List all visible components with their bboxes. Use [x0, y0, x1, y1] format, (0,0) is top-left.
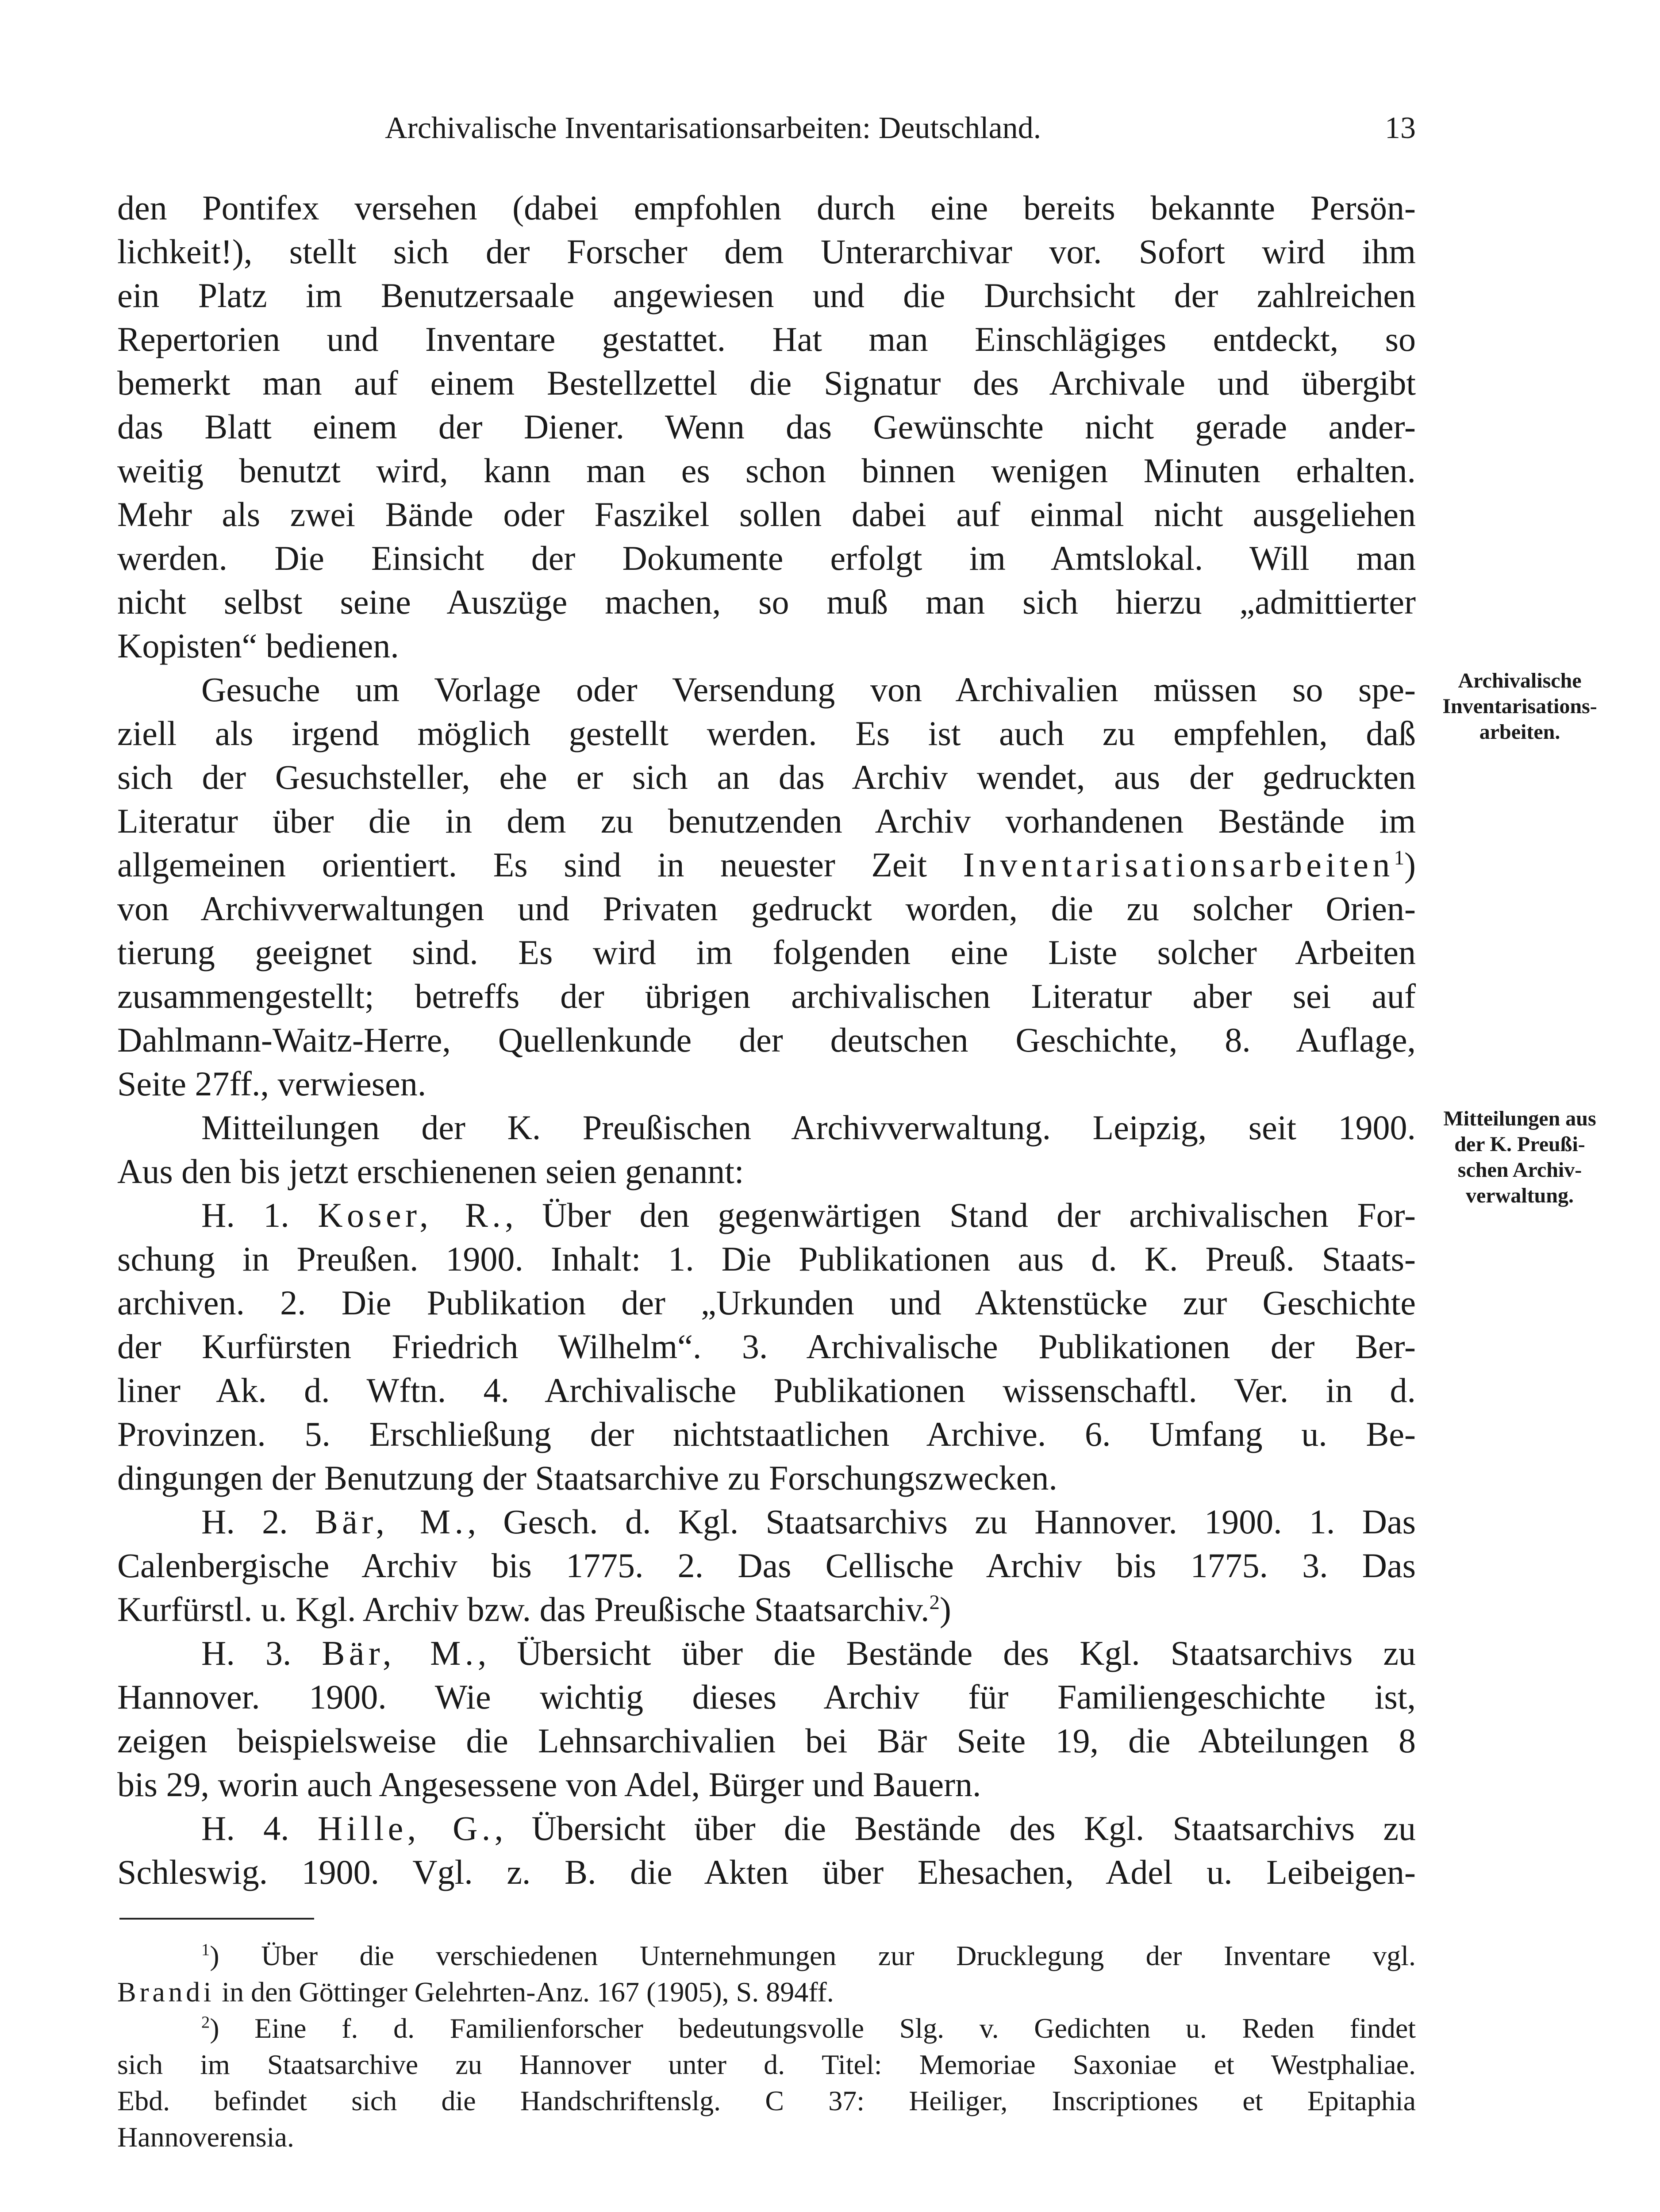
- text-line: nicht selbst seine Auszüge machen, so muß man sich hierzu „admittierter: [117, 583, 1416, 621]
- text-line: [117, 1193, 1416, 1237]
- text-segment: , Übersicht über die Bestände des Kgl. Staatsarchivs zu: [494, 1809, 1416, 1847]
- text-line: [117, 843, 1416, 887]
- text-line: Provinzen. 5. Erschließung der nichtstaatlichen Archive. 6. Umfang u. Be-: [117, 1415, 1416, 1453]
- footnotes: [117, 1938, 1416, 2155]
- emphasized-term: Inventarisationsarbeiten: [963, 845, 1394, 884]
- text-line: zeigen beispielsweise die Lehnsarchivalien bei Bär Seite 19, die Abteilungen 8: [117, 1721, 1416, 1760]
- text-line: schung in Preußen. 1900. Inhalt: 1. Die Publikationen aus d. K. Preuß. Staats-: [117, 1240, 1416, 1278]
- text-line: lichkeit!), stellt sich der Forscher dem Unterarchivar vor. Sofort wird ihm: [117, 232, 1416, 271]
- text-line: ziell als irgend möglich gestellt werden. Es ist auch zu empfehlen, daß: [117, 714, 1416, 753]
- text-line: [117, 1631, 1416, 1675]
- footnote-text: ) Eine f. d. Familienforscher bedeutungsvolle Slg. v. Gedichten u. Reden findet: [210, 2012, 1416, 2044]
- footnote-2: [117, 2010, 1416, 2047]
- footnote-ref[interactable]: 2: [929, 1591, 940, 1614]
- text-segment: H. 3.: [201, 1634, 322, 1672]
- author-name: Koser, R.: [318, 1196, 505, 1234]
- text-line: Mitteilungen der K. Preußischen Archivverwaltung. Leipzig, seit 1900.: [201, 1108, 1416, 1147]
- text-line: den Pontifex versehen (dabei empfohlen durch eine bereits bekannte Persön-: [117, 188, 1416, 227]
- text-line: Kopisten“ bedienen.: [117, 626, 399, 665]
- text-segment: allgemeinen orientiert. Es sind in neuester Zeit: [117, 845, 963, 884]
- footnote-ref[interactable]: 1: [1394, 846, 1405, 869]
- text-line: liner Ak. d. Wftn. 4. Archivalische Publikationen wissenschaftl. Ver. in d.: [117, 1371, 1416, 1409]
- text-line: Mehr als zwei Bände oder Faszikel sollen dabei auf einmal nicht ausgeliehen: [117, 495, 1416, 534]
- text-line: Hannover. 1900. Wie wichtig dieses Archiv für Familiengeschichte ist,: [117, 1678, 1416, 1716]
- text-line: werden. Die Einsicht der Dokumente erfolgt im Amtslokal. Will man: [117, 539, 1416, 577]
- margin-note-line: schen Archiv-: [1457, 1158, 1582, 1182]
- margin-note-line: Mitteilungen aus: [1443, 1107, 1596, 1130]
- margin-note-line: der K. Preußi-: [1454, 1133, 1585, 1156]
- text-line: Gesuche um Vorlage oder Versendung von Archivalien müssen so spe-: [201, 670, 1416, 709]
- text-segment: ): [1404, 845, 1416, 884]
- text-segment: H. 4.: [201, 1809, 318, 1847]
- text-line: Literatur über die in dem zu benutzenden Archiv vorhandenen Bestände im: [117, 802, 1416, 840]
- margin-note-mitteilungen: [1422, 1106, 1617, 1209]
- author-name: Bär, M.: [315, 1502, 468, 1541]
- footnote-line: [117, 1974, 1416, 2010]
- text-line: das Blatt einem der Diener. Wenn das Gewünschte nicht gerade ander-: [117, 407, 1416, 446]
- margin-note-inventarisation: [1422, 668, 1617, 745]
- page-number: 13: [1385, 111, 1416, 145]
- text-line: sich der Gesuchsteller, ehe er sich an das Archiv wendet, aus der gedruckten: [117, 758, 1416, 796]
- text-line: weitig benutzt wird, kann man es schon binnen wenigen Minuten erhalten.: [117, 451, 1416, 490]
- text-line: Aus den bis jetzt erschienenen seien genannt:: [117, 1152, 744, 1190]
- main-text: [117, 186, 1416, 1894]
- author-name: Brandi: [117, 1976, 215, 2008]
- text-segment: , Über den gegenwärtigen Stand der archivalischen For-: [505, 1196, 1416, 1234]
- footnote-marker: 1: [201, 1940, 210, 1959]
- footnote-text: in den Göttinger Gelehrten-Anz. 167 (1905), S. 894ff.: [215, 1976, 834, 2008]
- text-segment: H. 2.: [201, 1502, 315, 1541]
- running-title: Archivalische Inventarisationsarbeiten: Deutschland.: [385, 111, 1041, 145]
- text-line: [117, 1587, 1416, 1631]
- margin-note-line: verwaltung.: [1466, 1184, 1574, 1207]
- text-segment: , Übersicht über die Bestände des Kgl. Staatsarchivs zu: [477, 1634, 1416, 1672]
- text-line: [117, 1806, 1416, 1850]
- text-line: von Archivverwaltungen und Privaten gedruckt worden, die zu solcher Orien-: [117, 889, 1416, 928]
- footnote-1: [117, 1938, 1416, 1974]
- text-line: Dahlmann-Waitz-Herre, Quellenkunde der deutschen Geschichte, 8. Auflage,: [117, 1021, 1416, 1059]
- text-line: zusammengestellt; betreffs der übrigen archivalischen Literatur aber sei auf: [117, 977, 1416, 1015]
- running-header: [119, 111, 1416, 155]
- author-name: Hille, G.: [317, 1809, 495, 1847]
- text-segment: Kurfürstl. u. Kgl. Archiv bzw. das Preußische Staatsarchiv.: [117, 1590, 930, 1628]
- text-segment: , Gesch. d. Kgl. Staatsarchivs zu Hannover. 1900. 1. Das: [467, 1502, 1416, 1541]
- text-line: [117, 1500, 1416, 1544]
- text-line: archiven. 2. Die Publikation der „Urkunden und Aktenstücke zur Geschichte: [117, 1283, 1416, 1322]
- text-line: bis 29, worin auch Angesessene von Adel, Bürger und Bauern.: [117, 1765, 981, 1804]
- text-line: Seite 27ff., verwiesen.: [117, 1064, 427, 1103]
- text-line: dingungen der Benutzung der Staatsarchive zu Forschungszwecken.: [117, 1459, 1057, 1497]
- text-line: Repertorien und Inventare gestattet. Hat man Einschlägiges entdeckt, so: [117, 320, 1416, 358]
- text-segment: ): [939, 1590, 951, 1628]
- text-line: tierung geeignet sind. Es wird im folgenden eine Liste solcher Arbeiten: [117, 933, 1416, 972]
- margin-note-line: Archivalische: [1458, 669, 1582, 692]
- author-name: Bär, M.: [322, 1634, 478, 1672]
- text-line: ein Platz im Benutzersaale angewiesen und die Durchsicht der zahlreichen: [117, 276, 1416, 315]
- footnote-line: Ebd. befindet sich die Handschriftenslg. C 37: Heiliger, Inscriptiones et Epitaphia: [117, 2085, 1416, 2116]
- text-line: Calenbergische Archiv bis 1775. 2. Das Cellische Archiv bis 1775. 3. Das: [117, 1546, 1416, 1585]
- footnote-line: Hannoverensia.: [117, 2121, 294, 2153]
- text-line: der Kurfürsten Friedrich Wilhelm“. 3. Archivalische Publikationen der Ber-: [117, 1327, 1416, 1366]
- text-line: Schleswig. 1900. Vgl. z. B. die Akten über Ehesachen, Adel u. Leibeigen-: [117, 1853, 1416, 1891]
- text-line: bemerkt man auf einem Bestellzettel die Signatur des Archivale und übergibt: [117, 364, 1416, 402]
- footnote-line: sich im Staatsarchive zu Hannover unter d. Titel: Memoriae Saxoniae et Westphaliae.: [117, 2049, 1416, 2080]
- footnote-divider: [119, 1918, 314, 1920]
- text-segment: H. 1.: [201, 1196, 318, 1234]
- margin-note-line: Inventarisations-: [1442, 695, 1597, 718]
- margin-note-line: arbeiten.: [1479, 720, 1560, 744]
- footnote-text: ) Über die verschiedenen Unternehmungen zur Drucklegung der Inventare vgl.: [210, 1940, 1416, 1971]
- footnote-marker: 2: [201, 2013, 210, 2032]
